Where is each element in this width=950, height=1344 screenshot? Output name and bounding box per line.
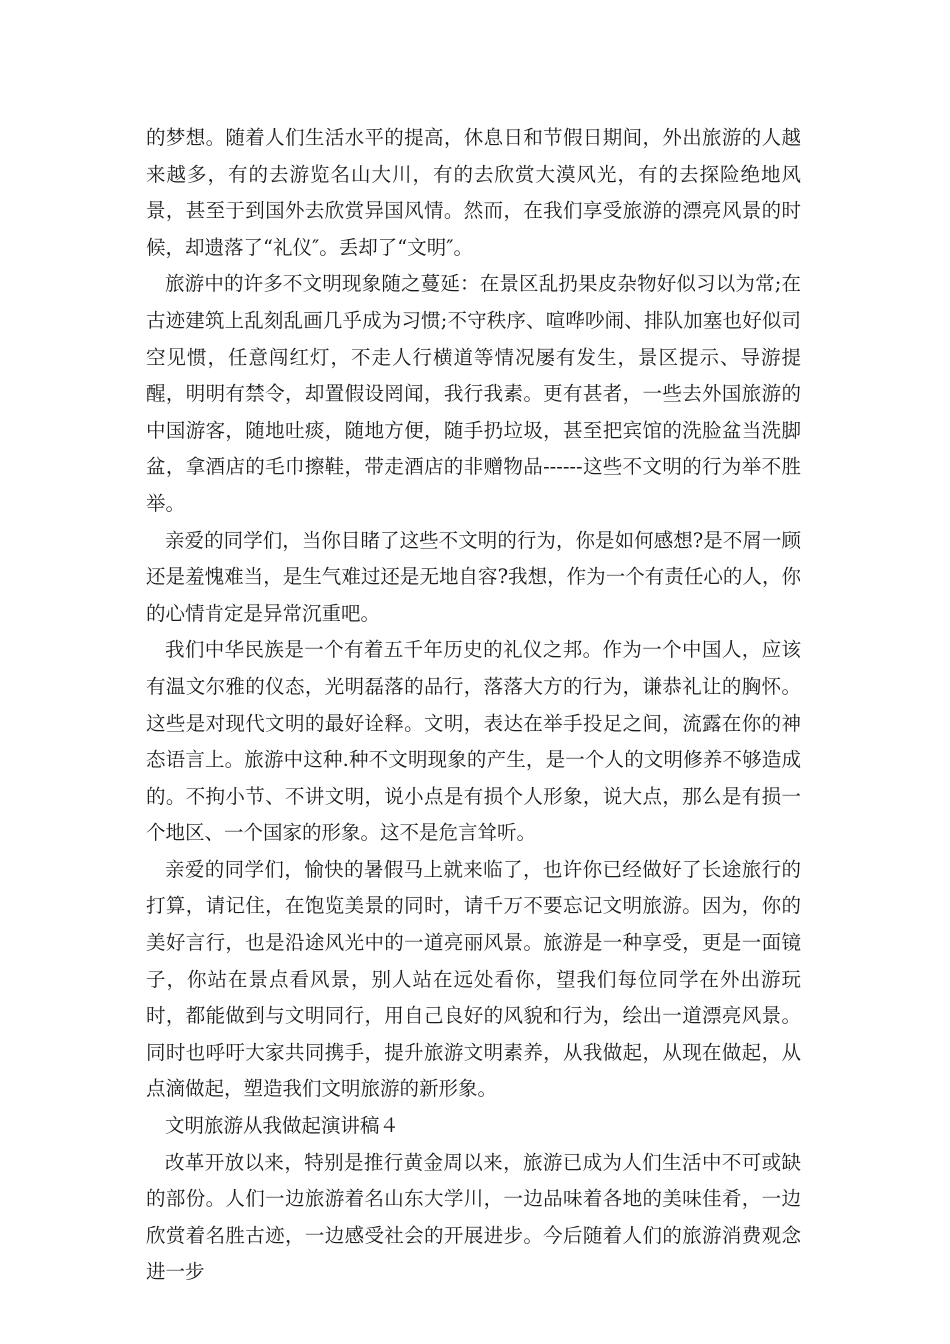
paragraph-dear-classmates: 亲爱的同学们，当你目睹了这些不文明的行为，你是如何感想?是不屑一顾还是羞愧难当，是生气难过还是无地自容?我想，作为一个有责任心的人，你的心情肯定是异常沉重吧。: [146, 528, 801, 625]
paragraph-summer-vacation: 亲爱的同学们，愉快的暑假马上就来临了，也许你已经做好了长途旅行的打算，请记住，在饱览美景的同时，请千万不要忘记文明旅游。因为，你的美好言行，也是沿途风光中的一道亮丽风景。旅游是一种享受，更是一面镜子，你站在景点看风景，别人站在远处看你，望我们每位同学在外出游玩时，都能做到与文明同行，用自己良好的风貌和行为，绘出一道漂亮风景。同时也呼吁大家共同携手，提升旅游文明素养，从我做起，从现在做起，从点滴做起，塑造我们文明旅游的新形象。: [146, 857, 801, 1101]
document-body: [146, 120, 801, 1291]
paragraph-etiquette-nation: 我们中华民族是一个有着五千年历史的礼仪之邦。作为一个中国人，应该有温文尔雅的仪态，光明磊落的品行，落落大方的行为，谦恭礼让的胸怀。这些是对现代文明的最好诠释。文明，表达在举手投足之间，流露在你的神态语言上。旅游中这种.种不文明现象的产生，是一个人的文明修养不够造成的。不拘小节、不讲文明，说小点是有损个人形象，说大点，那么是有损一个地区、一个国家的形象。这不是危言耸听。: [146, 638, 801, 845]
section-heading-speech-4: 文明旅游从我做起演讲稿４: [165, 1114, 400, 1138]
paragraph-dream: 的梦想。随着人们生活水平的提高，休息日和节假日期间，外出旅游的人越来越多，有的去游览名山大川，有的去欣赏大漠风光，有的去探险绝地风景，甚至于到国外去欣赏异国风情。然而，在我们享受旅游的漂亮风景的时候，却遗落了“礼仪″。丢却了“文明″。: [146, 126, 801, 259]
paragraph-uncivil-behaviors: 旅游中的许多不文明现象随之蔓延：在景区乱扔果皮杂物好似习以为常;在古迹建筑上乱刻乱画几乎成为习惯;不守秩序、喧哗吵闹、排队加塞也好似司空见惯，任意闯红灯，不走人行横道等情况屡有发生，景区提示、导游提醒，明明有禁令，却置假设罔闻，我行我素。更有甚者，一些去外国旅游的中国游客，随地吐痰，随地方便，随手扔垃圾，甚至把宾馆的洗脸盆当洗脚盆，拿酒店的毛巾擦鞋，带走酒店的非赠物品------这些不文明的行为举不胜举。: [146, 272, 801, 515]
paragraph-reform-opening: 改革开放以来，特别是推行黄金周以来，旅游已成为人们生活中不可或缺的部份。人们一边旅游着名山东大学川，一边品味着各地的美味佳肴，一边欣赏着名胜古迹，一边感受社会的开展进步。今后随着人们的旅游消费观念进一步: [146, 1150, 801, 1284]
